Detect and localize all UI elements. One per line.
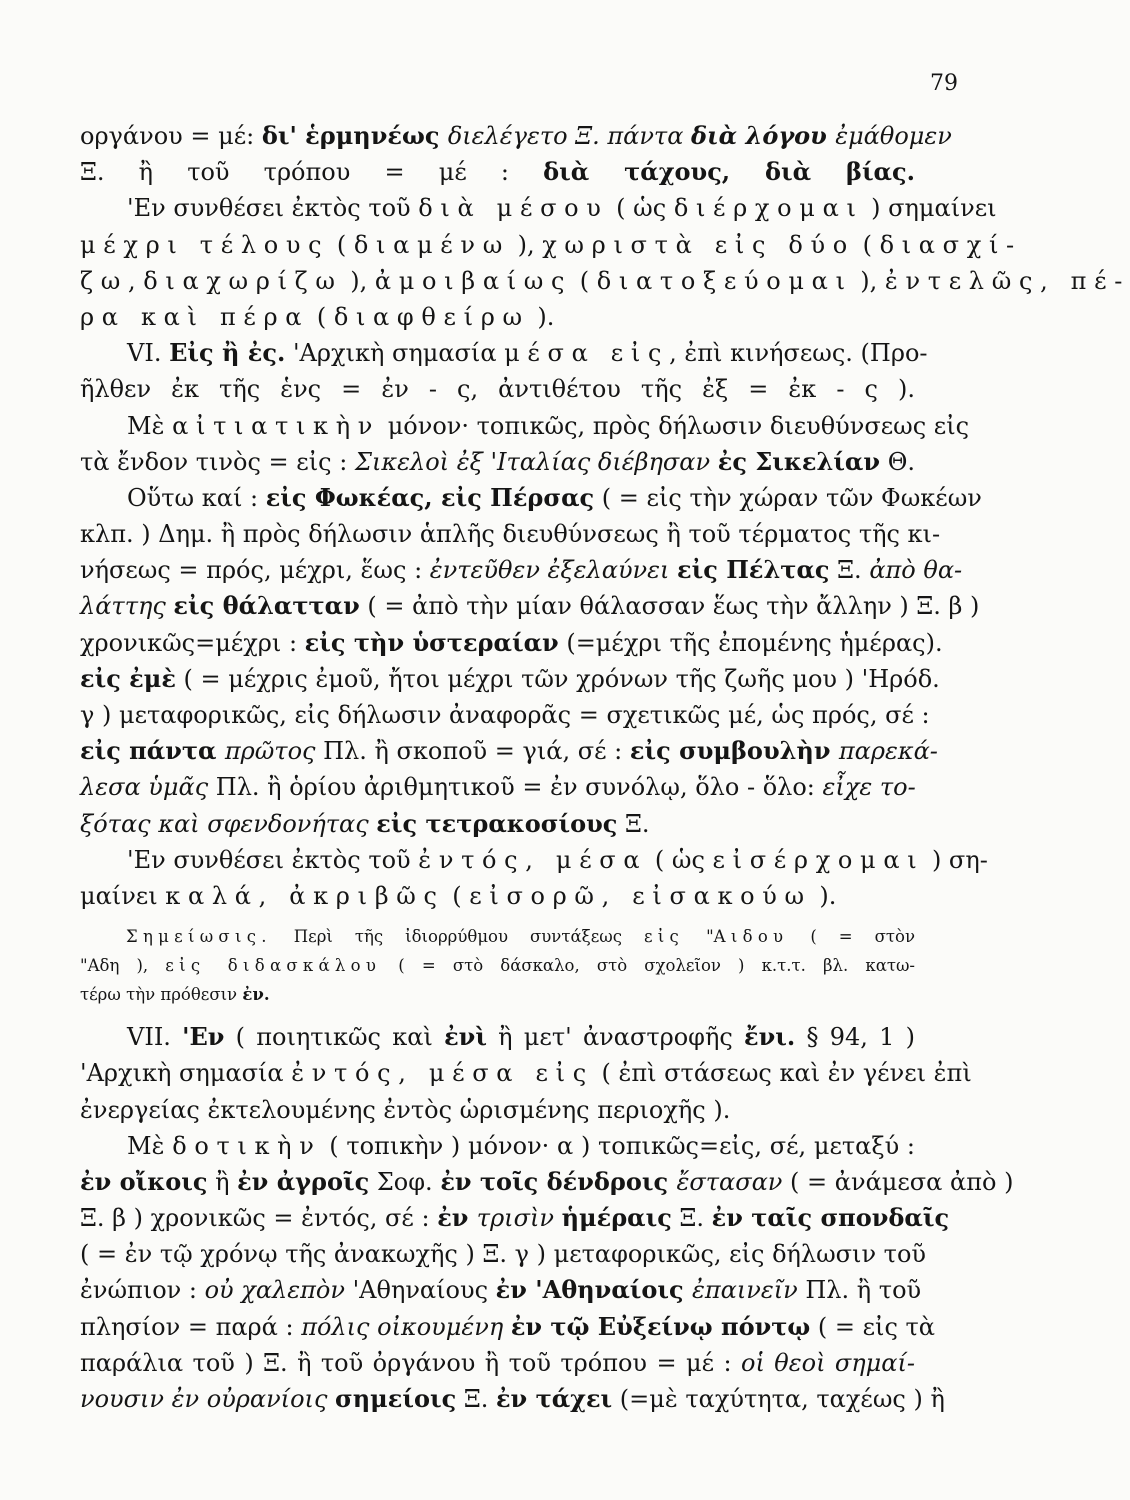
text-segment: τρισὶν [476,1204,562,1233]
text-line [80,588,980,624]
text-segment: 'Αθηναίους [344,1276,496,1305]
text-segment: εἰς [643,927,685,947]
text-line [80,154,915,190]
text-segment: διὰ τάχους, διὰ βίας. [543,157,915,187]
text-segment: διαχωρίζω [143,266,343,295]
text-line [80,516,941,552]
text-segment: Ξ. ἢ τοῦ τρόπου = μέ : [80,158,544,187]
text-segment: (=μὲ ταχύτητα, ταχέως ) ἢ [612,1385,945,1413]
text-segment: " [684,927,714,947]
text-segment: Ξ. β ) χρονικῶς = ἐντός, σέ : [80,1204,438,1233]
text-segment: ) ση- [924,845,988,874]
text-segment: ἐντός, μέσα εἰς [291,1059,594,1088]
text-line [80,661,940,697]
text-segment: Ξ. [829,556,870,585]
text-segment: § 94, 1 ) [795,1023,915,1052]
text-line [80,697,930,733]
text-line [80,1092,915,1128]
text-segment: οὐ χαλεπὸν [204,1276,345,1305]
text-segment: ( [572,266,597,295]
text-segment: ἐνεργείας ἐκτελουμένης ἐντὸς ὡρισμένης περιοχῆς ). [80,1095,731,1124]
text-segment: ( = εἰς τὴν χώραν τῶν Φωκέων [594,483,982,512]
text-segment: λεσα ὑμᾶς [80,773,209,802]
text-segment: Αιδου [713,927,789,947]
text-segment: ( [329,230,354,259]
text-segment: ( [444,881,470,910]
text-segment: δοτικὴν [172,1131,322,1160]
text-segment: (=μέχρι τῆς ἐπομένης ἡμέρας). [558,628,943,657]
text-line [80,878,915,914]
text-line [80,299,915,335]
text-segment: ), [509,230,543,259]
text-line [80,1128,915,1164]
text-segment: μόνον· τοπικῶς, πρὸς δήλωσιν διευθύνσεως εἰς [380,411,970,440]
text-line [80,1272,922,1308]
text-segment: μέσα εἰς [504,339,670,368]
text-segment: Σημείωσις. [126,927,272,947]
text-segment: διὰ μέσου [418,194,609,223]
text-segment: ζω [80,266,128,295]
text-segment: Περὶ τῆς ἰδιορρύθμου συντάξεως [271,927,644,947]
text-line [80,480,982,516]
text-line [80,552,963,588]
text-segment: Ξ. [617,809,650,838]
text-segment: ( = ἀνάμεσα ἀπὸ ) [782,1167,1014,1196]
text-segment: οἱ θεοὶ σημαί- [741,1348,916,1377]
text-segment: χωριστὰ εἰς δύο [542,230,855,259]
text-segment: ἐντός, μέσα [418,845,648,874]
text-segment: ). [811,881,837,910]
text-line [80,371,915,407]
text-segment: ( τοπικὴν ) μόνον· α ) τοπικῶς=εἰς, σέ, μεταξύ : [321,1131,915,1160]
text-line [80,263,1130,299]
text-segment: 'Εν συνθέσει ἐκτὸς τοῦ [127,845,419,874]
text-line [80,1236,926,1272]
text-segment: ( ἐπὶ στάσεως καὶ ἐν γένει ἐπὶ [593,1059,972,1088]
text-segment: ἐς Σικελίαν [717,446,881,476]
text-line [80,1164,1014,1200]
section-prepositions-dia-eis [80,118,1130,914]
text-segment: ρα καὶ πέρα [80,302,310,331]
text-segment: ( = στὸ δάσκαλο, στὸ σχολεῖον ) κ.τ.τ. βλ. κατω- [381,956,915,976]
text-segment: εἰς τετρακοσίους [376,808,618,838]
text-segment: ἀπὸ θα- [869,556,963,585]
text-segment: ), [342,266,375,295]
text-segment: εἰς τὴν ὑστεραίαν [304,627,559,657]
text-line [80,1345,915,1381]
text-segment: εἰσέρχομαι [712,845,925,874]
text-segment: σημείοις [335,1384,457,1413]
text-segment: τέρω τὴν πρόθεσιν [80,985,243,1005]
text-segment: Σοφ. [369,1167,441,1196]
text-segment: , ἐπὶ κινήσεως. (Προ- [669,339,928,368]
text-segment: ἐν [437,1203,477,1233]
text-segment: , [127,266,144,295]
text-segment: πρῶτος [224,737,316,766]
text-segment: Εἰς ἢ ἐς. [169,338,286,368]
text-segment: Θ. [880,447,916,476]
text-segment: ἀμοιβαίως [374,266,573,295]
text-segment: εἰς θάλατταν [173,591,360,621]
text-segment: ῆλθεν ἐκ τῆς ἑνς = ἐν - ς, ἀντιθέτου τῆς ἐξ = ἐκ - ς ). [80,375,915,404]
text-line [80,733,938,769]
text-line [80,190,997,226]
text-segment: ἐπαινεῖν [692,1276,798,1305]
text-line [80,1381,945,1417]
text-segment: ἐντεῦθεν ἐξελαύνει [429,556,678,585]
text-segment: εἰσορῶ, εἰσακούω [469,881,812,910]
text-segment: ἢ μετ' ἀναστροφῆς [486,1023,745,1052]
text-segment: αἰτιατικὴν [172,411,381,440]
text-segment: χρονικῶς=μέχρι : [80,628,305,657]
text-segment: ἐν τάχει [495,1384,613,1413]
text-segment: Οὕτω καί : [127,483,266,512]
text-segment: Ξ. [671,1204,712,1233]
text-segment: παρεκά- [838,737,938,766]
text-segment: Πλ. ἢ σκοποῦ = γιά, σέ : [315,737,630,766]
text-line [80,408,970,444]
text-segment: ἐν ἀγροῖς [237,1166,370,1196]
text-segment: ἐντελῶς, πέ- [884,266,1130,295]
text-segment: μαίνει [80,881,166,910]
text-segment: ἐνώπιον : [80,1276,205,1305]
text-line [80,1309,935,1345]
text-segment: ( = στὸν [788,927,915,947]
text-segment: Σικελοὶ ἐξ 'Ιταλίας διέβησαν [354,447,718,476]
text-segment: διατοξεύομαι [596,266,853,295]
text-segment: τὰ ἔνδον τινὸς = εἰς : [80,447,355,476]
text-segment: ( = μέχρις ἐμοῦ, ἤτοι μέχρι τῶν χρόνων τῆς ζωῆς μου ) 'Ηρόδ. [175,664,940,693]
text-segment: ἔνι. [744,1022,796,1052]
text-line [80,444,915,480]
text-segment: Πλ. ἢ τοῦ [797,1276,922,1305]
text-segment: εἰς Φωκέας, εἰς Πέρσας [265,482,595,512]
text-segment: Μὲ [127,411,173,440]
text-segment: ἢ [207,1167,238,1196]
text-line [80,118,952,154]
main-text [80,118,1130,1417]
text-segment: διαφθείρω [333,302,530,331]
text-segment: ἐν οἴκοις [80,1166,208,1196]
text-segment: VI. [127,339,170,368]
text-segment: διὰ λόγου [691,121,836,150]
text-line [80,769,915,805]
text-line [80,806,915,842]
text-segment: γ ) μεταφορικῶς, εἰς δήλωσιν ἀναφορᾶς = σχετικῶς μέ, ὡς πρός, σέ : [80,701,930,729]
text-segment: εἰς Πέλτας [677,555,830,585]
text-segment: ) σημαίνει [863,194,997,223]
text-line [80,951,915,980]
text-line [80,842,988,878]
text-line [80,1019,915,1055]
text-line [80,1200,950,1236]
text-segment: νουσιν ἐν οὐρανίοις [80,1385,336,1413]
text-line [80,922,915,951]
text-segment: ), [852,266,885,295]
text-segment: Πλ. ἢ ὁρίου ἀριθμητικοῦ = ἐν συνόλῳ, ὅλο - ὅλο: [208,773,823,802]
text-segment: διαμένω [353,230,510,259]
text-segment: μέχρι τέλους [80,230,330,259]
footnote-remark [80,922,915,1009]
text-segment: ( [854,230,880,259]
text-segment: ἐμάθομεν [835,122,952,150]
text-segment: 'Αρχικὴ σημασία [285,339,505,368]
text-segment: Ξ. [456,1385,496,1413]
text-segment: εἰς πάντα [80,736,225,766]
text-segment: πλησίον = παρά : [80,1312,302,1341]
text-segment: ( ὡς [608,194,674,223]
text-segment: ( = ἐν τῷ χρόνῳ τῆς ἀνακωχῆς ) Ξ. γ ) μεταφορικῶς, εἰς δήλωσιν τοῦ [80,1240,926,1269]
text-segment: 'Εν συνθέσει ἐκτὸς τοῦ [127,194,419,223]
text-line [80,625,943,661]
text-segment: ἐν. [242,985,270,1005]
text-segment: εἶχε το- [822,773,916,802]
text-segment: κλπ. ) Δημ. ἢ πρὸς δήλωσιν ἁπλῆς διευθύνσεως ἢ τοῦ τέρματος τῆς κι- [80,520,941,549]
text-segment: ἐν τῷ Εὐξείνῳ πόντῳ [510,1311,811,1341]
text-segment: νήσεως = πρός, μέχρι, ἕως : [80,556,430,585]
text-segment: πόλις οἰκουμένη [301,1312,511,1341]
text-segment: ( ποιητικῶς καὶ [224,1023,445,1052]
text-segment: παράλια τοῦ ) Ξ. ἢ τοῦ ὀργάνου ἢ τοῦ τρόπου = μέ : [80,1348,741,1377]
text-segment: "Αδη ), [80,956,166,976]
text-segment: ἐν τοῖς δένδροις [440,1166,677,1196]
text-segment: λάττης [80,592,174,621]
text-segment: ἐν ταῖς σπονδαῖς [711,1203,950,1233]
text-segment: διασχί- [879,230,1022,259]
section-preposition-en [80,1019,1014,1417]
text-segment: εἰς ἐμὲ [80,663,176,693]
text-segment: ( = ἀπὸ τὴν μίαν θάλασσαν ἕως τὴν ἄλλην ) Ξ. β ) [359,592,980,621]
text-segment: διελέγετο Ξ. πάντα [447,122,692,150]
text-segment: οργάνου = μέ: [80,122,262,150]
text-segment: VII. [127,1023,183,1052]
text-segment: 'Αρχικὴ σημασία [80,1059,292,1088]
text-segment: ξότας καὶ σφενδονήτας [80,809,377,838]
text-segment: ( = εἰς τὰ [810,1312,935,1341]
text-segment: Μὲ [127,1131,173,1160]
text-line [80,227,1022,263]
page-number: 79 [930,71,958,96]
text-segment: 'Εν [182,1022,225,1052]
text-segment: εἰς διδασκάλου [165,956,382,976]
text-segment: ἐν 'Αθηναίοις [495,1275,692,1305]
text-segment: δι' ἑρμηνέως [261,121,448,150]
text-segment: διέρχομαι [673,194,864,223]
text-segment: ( [309,302,334,331]
text-segment: ). [529,302,555,331]
text-segment: ( ὡς [647,845,713,874]
text-segment: εἰς συμβουλὴν [629,736,839,766]
text-segment: ἐνὶ [444,1022,487,1052]
text-segment: ἡμέραις [561,1203,672,1233]
text-line [80,980,915,1009]
text-line [80,1055,972,1091]
text-segment: ἔστασαν [676,1167,783,1196]
text-segment: καλά, ἀκριβῶς [165,881,445,910]
text-line [80,335,928,371]
